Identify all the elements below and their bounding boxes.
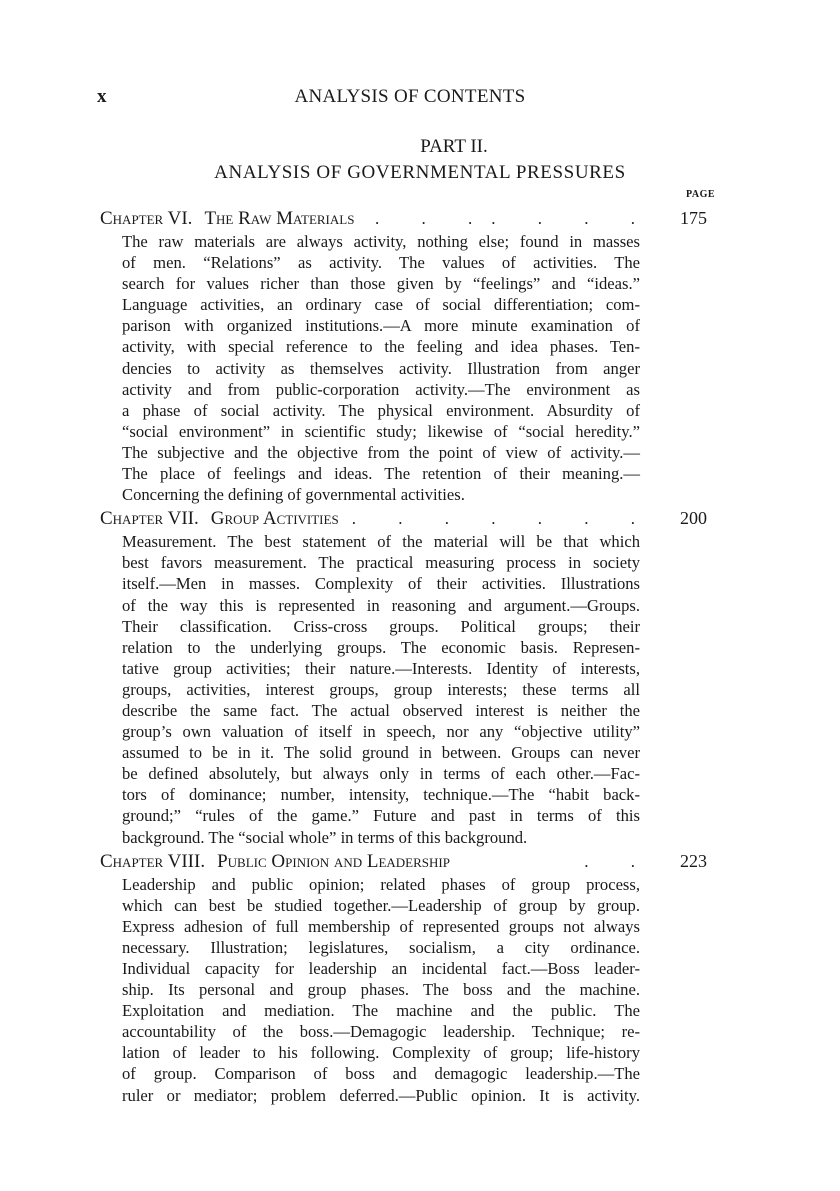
summary-line: groups, activities, interest groups, group interests; these terms all [122, 679, 640, 699]
summary-line: Individual capacity for leadership an incidental fact.—Boss leader- [122, 959, 640, 978]
summary-line: which can best be studied together.—Leadership of group by group. [122, 895, 640, 915]
summary-line: background. The “social whole” in terms of this background. [122, 827, 528, 847]
page-folio: x [97, 86, 107, 107]
chapter-page-number: 175 [680, 208, 707, 228]
summary-line: assumed to be in it. The solid ground in between. Groups can never [122, 743, 640, 763]
leader-dots: . . [584, 851, 654, 871]
chapter-entry [100, 848, 720, 1106]
summary-line: Language activities, an ordinary case of social differentiation; com- [122, 295, 640, 315]
chapter-summary [122, 531, 640, 847]
summary-line: Concerning the defining of governmental activities. [122, 485, 465, 505]
summary-line: ground;” “rules of the game.” Future and past in terms of this [122, 806, 640, 826]
summary-line: Express adhesion of full membership of represented groups not always [122, 916, 640, 936]
summary-line: tative group activities; their nature.—Interests. Identity of interests, [122, 658, 640, 678]
summary-line: of group. Comparison of boss and demagogic leadership.—The [122, 1064, 640, 1084]
summary-line: of men. “Relations” as activity. The values of activities. The [122, 253, 640, 273]
running-title: ANALYSIS OF CONTENTS [294, 86, 526, 107]
chapter-title: Public Opinion and Leadership [217, 850, 450, 872]
chapter-entry [100, 505, 720, 847]
chapter-page-number: 200 [680, 508, 707, 529]
chapter-heading [100, 505, 720, 531]
summary-line: Exploitation and mediation. The machine and the public. The [122, 1001, 640, 1021]
page-column-label: PAGE [686, 189, 716, 200]
chapter-entry [100, 205, 720, 505]
summary-line: The raw materials are always activity, nothing else; found in masses [122, 232, 640, 251]
chapter-title-group [100, 206, 354, 232]
summary-line: The place of feelings and ideas. The retention of their meaning.— [122, 464, 640, 484]
chapter-summary [122, 874, 640, 1106]
leader-dots: . . . . . . . [351, 509, 654, 529]
chapter-number: Chapter VI. [100, 208, 193, 229]
summary-line: itself.—Men in masses. Complexity of their activities. Illustrations [122, 574, 640, 594]
part-label: PART II. [420, 136, 488, 157]
summary-line: tors of dominance; number, intensity, technique.—The “habit back- [122, 785, 640, 805]
summary-line: lation of leader to his following. Complexity of group; life-history [122, 1043, 640, 1063]
summary-line: Leadership and public opinion; related phases of group process, [122, 874, 640, 894]
summary-line: accountability of the boss.—Demagogic leadership. Technique; re- [122, 1022, 640, 1042]
chapter-number: Chapter VIII. [100, 850, 206, 872]
summary-line: of the way this is represented in reasoning and argument.—Groups. [122, 595, 640, 615]
chapter-title-group [100, 506, 339, 532]
summary-line: activity and from public-corporation activity.—The environment as [122, 379, 640, 399]
table-of-contents [100, 205, 720, 1106]
summary-line: necessary. Illustration; legislatures, socialism, a city ordinance. [122, 937, 640, 957]
chapter-number: Chapter VII. [100, 508, 199, 530]
chapter-title-group [100, 849, 450, 875]
summary-line: ruler or mediator; problem deferred.—Public opinion. It is activity. [122, 1085, 640, 1105]
chapter-heading [100, 848, 720, 874]
summary-line: ship. Its personal and group phases. The boss and the machine. [122, 980, 640, 1000]
part-title: ANALYSIS OF GOVERNMENTAL PRESSURES [214, 162, 626, 183]
summary-line: relation to the underlying groups. The economic basis. Represen- [122, 637, 640, 657]
summary-line: be defined absolutely, but always only in terms of each other.—Fac- [122, 764, 640, 784]
summary-line: activity, with special reference to the feeling and idea phases. Ten- [122, 337, 640, 357]
leader-dots: . . .. . . . [375, 209, 654, 228]
chapter-summary [122, 231, 640, 505]
summary-line: dencies to activity as themselves activity. Illustration from anger [122, 358, 640, 378]
summary-line: Their classification. Criss-cross groups. Political groups; their [122, 616, 640, 636]
summary-line: “social environment” in scientific study; likewise of “social heredity.” [122, 421, 640, 441]
summary-line: describe the same fact. The actual observed interest is neither the [122, 700, 640, 720]
summary-line: search for values richer than those given by “feelings” and “ideas.” [122, 274, 640, 294]
summary-line: Measurement. The best statement of the material will be that which [122, 532, 640, 552]
summary-line: group’s own valuation of itself in speech, nor any “objective utility” [122, 722, 640, 742]
chapter-title: The Raw Materials [204, 208, 355, 229]
summary-line: a phase of social activity. The physical environment. Absurdity of [122, 400, 640, 420]
summary-line: parison with organized institutions.—A more minute examination of [122, 316, 640, 336]
chapter-heading [100, 205, 720, 231]
chapter-title: Group Activities [210, 508, 339, 530]
summary-line: The subjective and the objective from the point of view of activity.— [122, 442, 640, 462]
summary-line: best favors measurement. The practical measuring process in society [122, 553, 640, 573]
chapter-page-number: 223 [680, 850, 707, 871]
